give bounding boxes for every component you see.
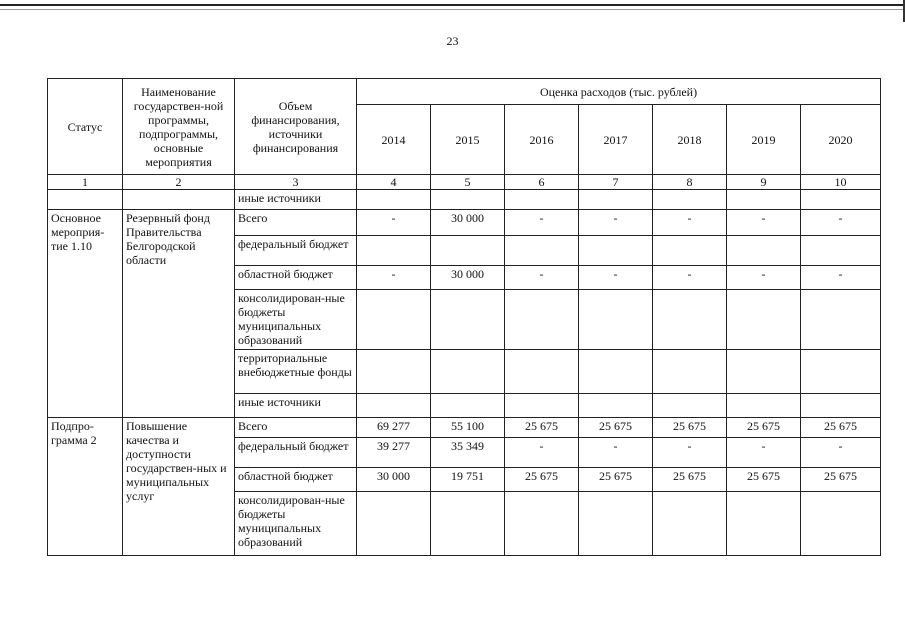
- value-cell-2018: 25 675: [653, 468, 727, 492]
- value-cell-2018: [653, 492, 727, 556]
- funding-source-cell: областной бюджет: [235, 266, 357, 290]
- empty-cell: [48, 190, 123, 210]
- value-cell-2019: [727, 350, 801, 394]
- value-cell-2016: [505, 236, 579, 266]
- table-row: [48, 190, 881, 210]
- funding-source-cell: федеральный бюджет: [235, 236, 357, 266]
- value-cell-2017: -: [579, 438, 653, 468]
- column-number: 5: [431, 175, 505, 190]
- value-cell-2015: [431, 350, 505, 394]
- value-cell-2020: [801, 394, 881, 418]
- funding-source-cell: иные источники: [235, 394, 357, 418]
- value-cell-2014: -: [357, 266, 431, 290]
- value-cell-2015: 55 100: [431, 418, 505, 438]
- value-cell-2014: -: [357, 210, 431, 236]
- value-cell-2016: 25 675: [505, 418, 579, 438]
- value-cell-2017: [579, 290, 653, 350]
- value-cell-2015: 30 000: [431, 210, 505, 236]
- funding-source-cell: Всего: [235, 210, 357, 236]
- value-cell-2015: 30 000: [431, 266, 505, 290]
- value-cell-2017: [579, 394, 653, 418]
- funding-source-cell: консолидирован-ные бюджеты муниципальных образований: [235, 492, 357, 556]
- value-cell-2015: [431, 236, 505, 266]
- value-cell-2018: [653, 394, 727, 418]
- value-cell-2017: -: [579, 266, 653, 290]
- value-cell-2017: [579, 492, 653, 556]
- value-cell-2014: 30 000: [357, 468, 431, 492]
- page-number: 23: [446, 34, 459, 48]
- header-year-2014: 2014: [357, 105, 431, 175]
- program-name-cell: Резервный фонд Правительства Белгородской области: [123, 210, 235, 418]
- value-cell-2020: -: [801, 266, 881, 290]
- header-year-2015: 2015: [431, 105, 505, 175]
- value-cell-2019: -: [727, 210, 801, 236]
- value-cell-2019: 25 675: [727, 468, 801, 492]
- empty-cell: [801, 190, 881, 210]
- value-cell-2020: -: [801, 210, 881, 236]
- column-number: 8: [653, 175, 727, 190]
- column-number: 7: [579, 175, 653, 190]
- value-cell-2020: [801, 492, 881, 556]
- value-cell-2018: -: [653, 266, 727, 290]
- header-year-2016: 2016: [505, 105, 579, 175]
- value-cell-2019: 25 675: [727, 418, 801, 438]
- header-year-2019: 2019: [727, 105, 801, 175]
- funding-source-cell: консолидирован-ные бюджеты муниципальных образований: [235, 290, 357, 350]
- value-cell-2018: -: [653, 438, 727, 468]
- value-cell-2018: -: [653, 210, 727, 236]
- column-number: 9: [727, 175, 801, 190]
- value-cell-2017: [579, 350, 653, 394]
- value-cell-2016: [505, 350, 579, 394]
- value-cell-2019: -: [727, 438, 801, 468]
- value-cell-2019: [727, 236, 801, 266]
- value-cell-2020: -: [801, 438, 881, 468]
- value-cell-2016: -: [505, 266, 579, 290]
- value-cell-2015: [431, 394, 505, 418]
- empty-cell: [123, 190, 235, 210]
- value-cell-2014: [357, 492, 431, 556]
- value-cell-2019: [727, 290, 801, 350]
- value-cell-2020: 25 675: [801, 418, 881, 438]
- value-cell-2017: -: [579, 210, 653, 236]
- value-cell-2015: [431, 492, 505, 556]
- value-cell-2017: 25 675: [579, 418, 653, 438]
- value-cell-2019: [727, 394, 801, 418]
- table-row: [48, 418, 881, 438]
- value-cell-2016: [505, 290, 579, 350]
- top-border-line: [0, 4, 905, 6]
- column-number: 4: [357, 175, 431, 190]
- value-cell-2016: [505, 394, 579, 418]
- program-name-cell: Повышение качества и доступности государствен-ных и муниципальных услуг: [123, 418, 235, 556]
- expenditure-table: [47, 78, 881, 556]
- column-number: 1: [48, 175, 123, 190]
- header-year-2018: 2018: [653, 105, 727, 175]
- value-cell-2016: -: [505, 210, 579, 236]
- value-cell-2014: [357, 350, 431, 394]
- table-row: [48, 210, 881, 236]
- value-cell-2018: [653, 350, 727, 394]
- value-cell-2016: -: [505, 438, 579, 468]
- value-cell-2020: [801, 290, 881, 350]
- value-cell-2019: -: [727, 266, 801, 290]
- top-border-line-thin: [0, 9, 905, 10]
- empty-cell: [357, 190, 431, 210]
- value-cell-2015: 35 349: [431, 438, 505, 468]
- header-year-2017: 2017: [579, 105, 653, 175]
- value-cell-2014: 69 277: [357, 418, 431, 438]
- value-cell-2018: [653, 236, 727, 266]
- funding-source-cell: территориальные внебюджетные фонды: [235, 350, 357, 394]
- funding-source-cell: федеральный бюджет: [235, 438, 357, 468]
- empty-cell: [579, 190, 653, 210]
- funding-source-cell: Всего: [235, 418, 357, 438]
- value-cell-2014: [357, 236, 431, 266]
- value-cell-2017: [579, 236, 653, 266]
- header-status: Статус: [48, 79, 123, 175]
- funding-source-cell: областной бюджет: [235, 468, 357, 492]
- column-number: 10: [801, 175, 881, 190]
- empty-cell: [727, 190, 801, 210]
- value-cell-2014: 39 277: [357, 438, 431, 468]
- value-cell-2015: [431, 290, 505, 350]
- value-cell-2020: [801, 350, 881, 394]
- empty-cell: [431, 190, 505, 210]
- column-number: 2: [123, 175, 235, 190]
- value-cell-2017: 25 675: [579, 468, 653, 492]
- funding-source-cell: иные источники: [235, 190, 357, 210]
- status-cell: Основное мероприя-тие 1.10: [48, 210, 123, 418]
- column-number: 6: [505, 175, 579, 190]
- header-volume: Объем финансирования, источники финансирования: [235, 79, 357, 175]
- value-cell-2016: 25 675: [505, 468, 579, 492]
- header-estimate: Оценка расходов (тыс. рублей): [357, 79, 881, 105]
- value-cell-2016: [505, 492, 579, 556]
- value-cell-2019: [727, 492, 801, 556]
- value-cell-2020: [801, 236, 881, 266]
- value-cell-2014: [357, 394, 431, 418]
- empty-cell: [653, 190, 727, 210]
- header-name: Наименование государствен-ной программы, подпрограммы, основные мероприятия: [123, 79, 235, 175]
- value-cell-2020: 25 675: [801, 468, 881, 492]
- header-year-2020: 2020: [801, 105, 881, 175]
- column-number: 3: [235, 175, 357, 190]
- value-cell-2018: 25 675: [653, 418, 727, 438]
- value-cell-2018: [653, 290, 727, 350]
- value-cell-2015: 19 751: [431, 468, 505, 492]
- empty-cell: [505, 190, 579, 210]
- column-number-row: [48, 175, 881, 190]
- status-cell: Подпро-грамма 2: [48, 418, 123, 556]
- value-cell-2014: [357, 290, 431, 350]
